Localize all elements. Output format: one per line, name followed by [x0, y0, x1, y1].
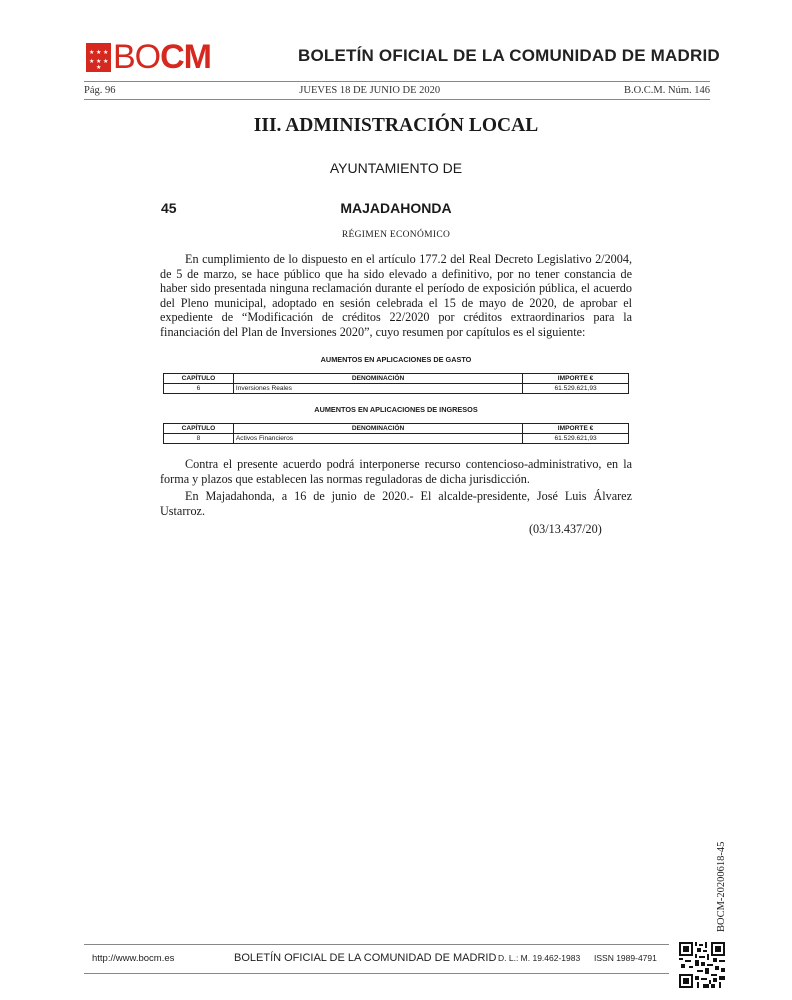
- footer-legal-deposit: D. L.: M. 19.462-1983: [498, 953, 581, 963]
- header-capitulo: CAPÍTULO: [164, 374, 234, 384]
- document-reference: (03/13.437/20): [529, 522, 602, 536]
- table-header-row: [164, 374, 629, 384]
- logo-text-bold: CM: [160, 38, 212, 76]
- cell-denominacion: Inversiones Reales: [233, 384, 522, 394]
- table-row: [164, 434, 629, 444]
- cell-importe: 61.529.621,93: [523, 434, 629, 444]
- header-rule-bottom: [84, 99, 710, 100]
- table-gasto: [163, 373, 629, 394]
- header-rule-top: [84, 81, 710, 82]
- qr-code-icon: [679, 942, 725, 988]
- bocm-document-code: BOCM-20200618-45: [716, 841, 727, 932]
- logo-wordmark: [113, 40, 211, 74]
- table-caption-ingresos: AUMENTOS EN APLICACIONES DE INGRESOS: [314, 405, 478, 414]
- header-denominacion: DENOMINACIÓN: [233, 424, 522, 434]
- page-number: Pág. 96: [84, 85, 116, 96]
- madrid-flag-icon: ★ ★ ★ ★ ★ ★ ★: [86, 43, 111, 72]
- paragraph-recurso: Contra el presente acuerdo podrá interponerse recurso contencioso-administrativo, en la forma y plazos que establecen las normas reguladoras de dicha jurisdicción.: [160, 457, 632, 486]
- issue-number: B.O.C.M. Núm. 146: [623, 85, 710, 96]
- issue-date: JUEVES 18 DE JUNIO DE 2020: [299, 85, 441, 96]
- header-capitulo: CAPÍTULO: [164, 424, 234, 434]
- logo-text-light: BO: [113, 38, 161, 76]
- paragraph-intro: En cumplimiento de lo dispuesto en el artículo 177.2 del Real Decreto Legislativo 2/2004, de 5 de marzo, se hace público que ha sido elevado a definitivo, por no tener constancia de haber sido presentada ninguna reclamación durante el período de exposición pública, el acuerdo del Pleno municipal, adoptado en sesión celebrada el 15 de mayo de 2020, de aprobar el expediente de “Modificación de créditos 22/2020 por créditos extraordinarios para la financiación del Plan de Inversiones 2020”, cuyo resumen por capítulos es el siguiente:: [160, 252, 632, 339]
- cell-importe: 61.529.621,93: [523, 384, 629, 394]
- ayuntamiento-label: AYUNTAMIENTO DE: [329, 160, 463, 176]
- entry-number: 45: [161, 200, 177, 216]
- issue-meta-row: [84, 85, 710, 96]
- cell-capitulo: 6: [164, 384, 234, 394]
- table-header-row: [164, 424, 629, 434]
- table-ingresos: [163, 423, 629, 444]
- table-caption-gasto: AUMENTOS EN APLICACIONES DE GASTO: [320, 355, 472, 364]
- section-title: III. ADMINISTRACIÓN LOCAL: [253, 115, 539, 136]
- header-importe: IMPORTE €: [523, 374, 629, 384]
- subheading: RÉGIMEN ECONÓMICO: [341, 230, 451, 240]
- footer: [84, 944, 669, 974]
- header-importe: IMPORTE €: [523, 424, 629, 434]
- footer-title: BOLETÍN OFICIAL DE LA COMUNIDAD DE MADRID: [234, 952, 497, 964]
- paragraph-signature: En Majadahonda, a 16 de junio de 2020.- El alcalde-presidente, José Luis Álvarez Ustarroz.: [160, 489, 632, 518]
- municipality-name: MAJADAHONDA: [340, 200, 452, 216]
- cell-denominacion: Activos Financieros: [233, 434, 522, 444]
- table-row: [164, 384, 629, 394]
- header-denominacion: DENOMINACIÓN: [233, 374, 522, 384]
- footer-url-link[interactable]: http://www.bocm.es: [92, 953, 175, 964]
- cell-capitulo: 8: [164, 434, 234, 444]
- footer-issn: ISSN 1989-4791: [594, 953, 657, 963]
- publication-title: BOLETÍN OFICIAL DE LA COMUNIDAD DE MADRID: [298, 46, 720, 65]
- bocm-logo: [86, 40, 211, 74]
